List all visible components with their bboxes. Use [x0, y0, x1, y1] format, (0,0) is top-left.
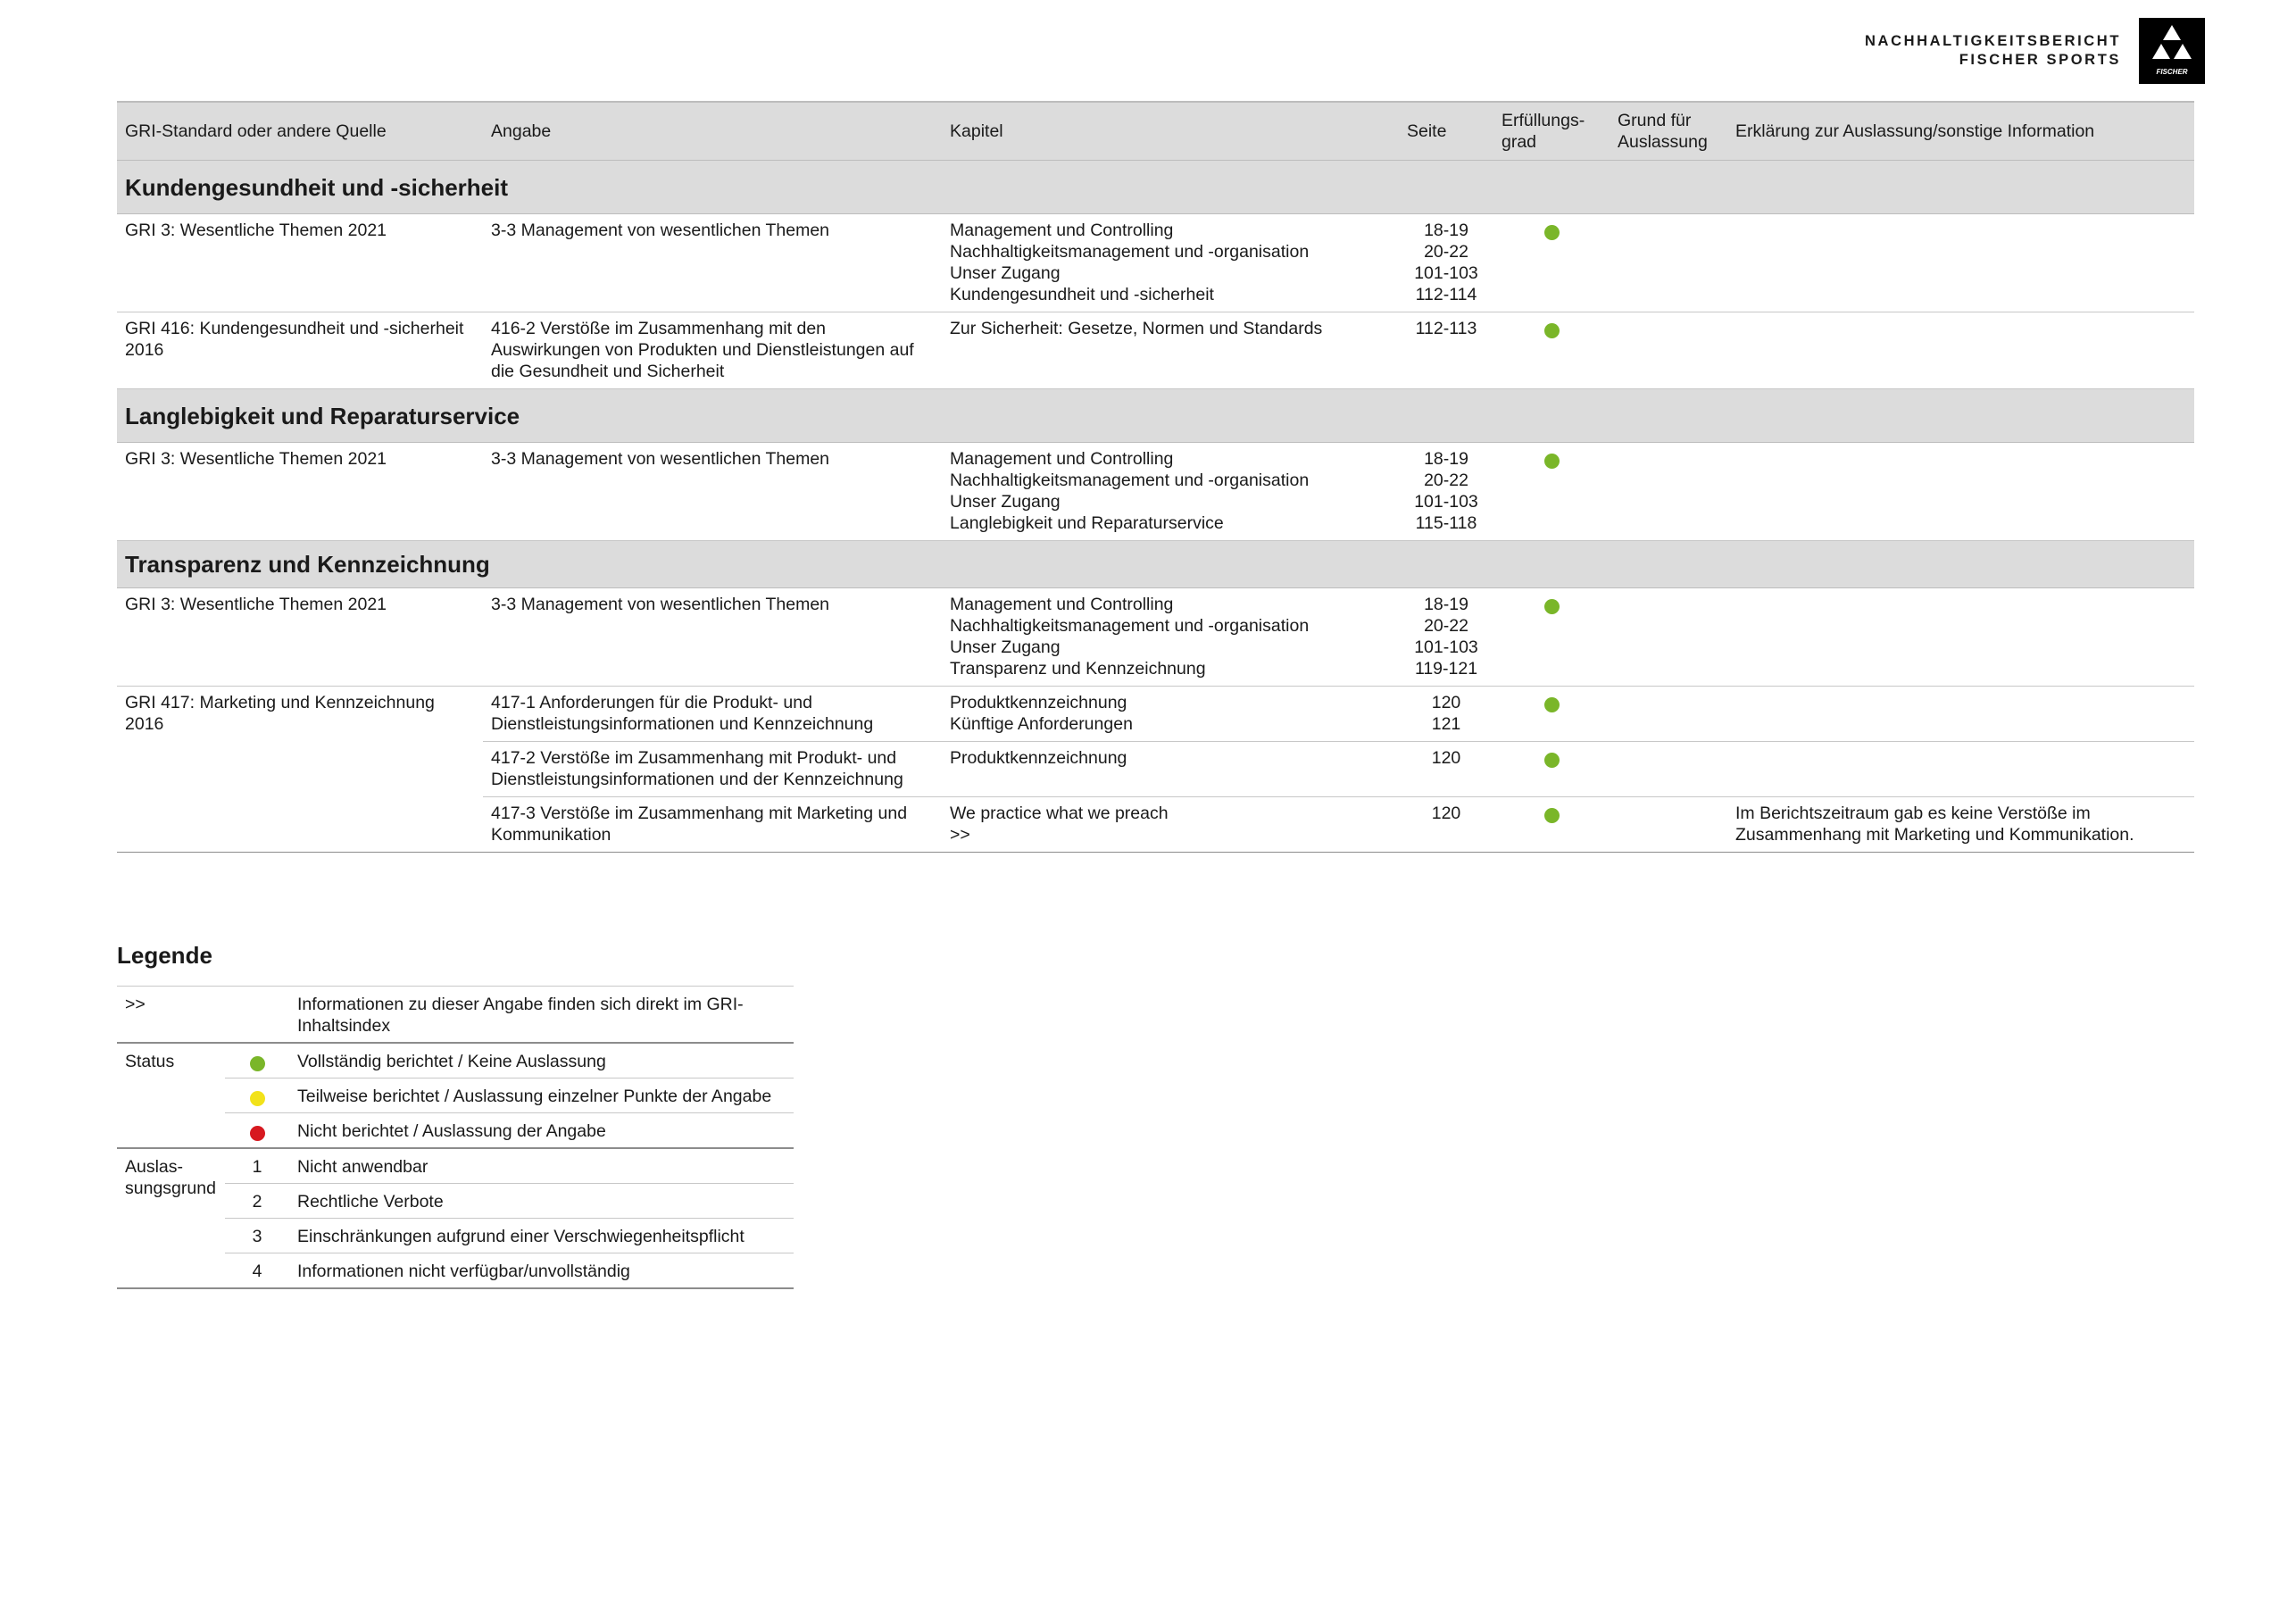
cell-status: [1493, 443, 1610, 541]
cell-kapitel: [942, 214, 1399, 312]
legend-table: [117, 986, 794, 1289]
col-header-angabe: Angabe: [483, 102, 942, 161]
cell-kapitel: [942, 687, 1399, 742]
table-row: [117, 443, 2194, 541]
kapitel-line: Künftige Anforderungen: [950, 714, 1133, 734]
cell-seite: [1399, 588, 1493, 687]
report-header: [1865, 18, 2205, 84]
report-title-line2: FISCHER SPORTS: [1959, 52, 2121, 68]
legend-number: 4: [225, 1253, 289, 1289]
kapitel-line: Produktkennzeichnung: [950, 693, 1127, 712]
status-dot: [1544, 697, 1560, 712]
cell-standard: GRI 3: Wesentliche Themen 2021: [117, 588, 483, 687]
seite-line: 120: [1431, 748, 1461, 768]
kapitel-line: We practice what we preach: [950, 804, 1169, 823]
cell-angabe: 417-3 Verstöße im Zusammenhang mit Marketing und Kommunikation: [483, 797, 942, 853]
col-header-erfuellungsgrad: Erfüllungs- grad: [1493, 102, 1610, 161]
kapitel-line: Nachhaltigkeitsmanagement und -organisation: [950, 616, 1310, 636]
seite-line: 101-103: [1414, 492, 1478, 512]
legend-number: 3: [225, 1219, 289, 1253]
legend-reason-label: Auslas- sungsgrund: [117, 1148, 225, 1288]
seite-line: 120: [1431, 804, 1461, 823]
report-title: [1865, 32, 2121, 70]
cell-grund: [1610, 443, 1727, 541]
kapitel-line: Zur Sicherheit: Gesetze, Normen und Standards: [950, 319, 1323, 338]
cell-erklaerung: [1727, 443, 2194, 541]
cell-erklaerung: [1727, 312, 2194, 389]
kapitel-line: Unser Zugang: [950, 492, 1061, 512]
cell-seite: [1399, 443, 1493, 541]
legend-text: Nicht anwendbar: [289, 1148, 794, 1184]
cell-standard: GRI 3: Wesentliche Themen 2021: [117, 214, 483, 312]
section-title: Kundengesundheit und -sicherheit: [117, 161, 2194, 214]
cell-grund: [1610, 214, 1727, 312]
legend-text: Vollständig berichtet / Keine Auslassung: [289, 1043, 794, 1079]
status-dot: [1544, 454, 1560, 469]
cell-angabe: 3-3 Management von wesentlichen Themen: [483, 588, 942, 687]
table-row: [117, 214, 2194, 312]
section-title: Langlebigkeit und Reparaturservice: [117, 389, 2194, 443]
cell-angabe: 416-2 Verstöße im Zusammenhang mit den Auswirkungen von Produkten und Dienstleistungen auf die Gesundheit und Sicherheit: [483, 312, 942, 389]
seite-line: 112-113: [1415, 319, 1477, 338]
table-row: [117, 312, 2194, 389]
legend-status-label: Status: [117, 1043, 225, 1148]
seite-line: 20-22: [1424, 242, 1468, 262]
cell-grund: [1610, 742, 1727, 797]
cell-seite: [1399, 742, 1493, 797]
cell-status: [1493, 742, 1610, 797]
kapitel-line: Management und Controlling: [950, 449, 1174, 469]
cell-grund: [1610, 797, 1727, 853]
cell-angabe: 417-2 Verstöße im Zusammenhang mit Produkt- und Dienstleistungsinformationen und der Kennzeichnung: [483, 742, 942, 797]
cell-standard: GRI 416: Kundengesundheit und -sicherheit 2016: [117, 312, 483, 389]
kapitel-line: Kundengesundheit und -sicherheit: [950, 285, 1214, 304]
legend-text: Nicht berichtet / Auslassung der Angabe: [289, 1113, 794, 1149]
cell-angabe: 3-3 Management von wesentlichen Themen: [483, 214, 942, 312]
cell-erklaerung: [1727, 588, 2194, 687]
cell-grund: [1610, 312, 1727, 389]
legend-row: [117, 1043, 794, 1079]
kapitel-line: >>: [950, 825, 970, 845]
section-row: [117, 389, 2194, 443]
cell-status: [1493, 797, 1610, 853]
cell-standard: GRI 417: Marketing und Kennzeichnung 2016: [117, 687, 483, 853]
cell-seite: [1399, 797, 1493, 853]
logo-wordmark: FISCHER: [2156, 68, 2188, 76]
kapitel-line: Produktkennzeichnung: [950, 748, 1127, 768]
kapitel-line: Management und Controlling: [950, 221, 1174, 240]
cell-seite: [1399, 312, 1493, 389]
cell-status: [1493, 214, 1610, 312]
gri-content-index-table: [117, 101, 2194, 853]
cell-angabe: 417-1 Anforderungen für die Produkt- und Dienstleistungsinformationen und Kennzeichnung: [483, 687, 942, 742]
legend-row: [117, 987, 794, 1044]
legend-arrows-symbol: >>: [117, 987, 225, 1044]
legend-text: Rechtliche Verbote: [289, 1184, 794, 1219]
cell-seite: [1399, 214, 1493, 312]
cell-standard: GRI 3: Wesentliche Themen 2021: [117, 443, 483, 541]
cell-status: [1493, 312, 1610, 389]
table-header-row: [117, 102, 2194, 161]
status-dot-yellow: [250, 1091, 265, 1106]
seite-line: 101-103: [1414, 263, 1478, 283]
table-row: [117, 687, 2194, 742]
status-dot: [1544, 808, 1560, 823]
status-dot: [1544, 753, 1560, 768]
col-header-seite: Seite: [1399, 102, 1493, 161]
kapitel-line: Unser Zugang: [950, 263, 1061, 283]
seite-line: 101-103: [1414, 637, 1478, 657]
status-dot: [1544, 599, 1560, 614]
seite-line: 115-118: [1415, 513, 1477, 533]
cell-erklaerung: [1727, 687, 2194, 742]
seite-line: 18-19: [1424, 221, 1468, 240]
cell-kapitel: [942, 443, 1399, 541]
legend-spacer: [225, 987, 289, 1044]
kapitel-line: Langlebigkeit und Reparaturservice: [950, 513, 1224, 533]
seite-line: 20-22: [1424, 616, 1468, 636]
section-row: [117, 161, 2194, 214]
legend-symbol: [225, 1043, 289, 1079]
seite-line: 120: [1431, 693, 1461, 712]
legend-number: 1: [225, 1148, 289, 1184]
cell-erklaerung: Im Berichtszeitraum gab es keine Verstöße im Zusammenhang mit Marketing und Kommunikation.: [1727, 797, 2194, 853]
cell-erklaerung: [1727, 214, 2194, 312]
seite-line: 119-121: [1414, 659, 1478, 679]
legend-arrows-text: Informationen zu dieser Angabe finden sich direkt im GRI-Inhaltsindex: [289, 987, 794, 1044]
table-row: [117, 588, 2194, 687]
section-row: [117, 541, 2194, 588]
legend-title: Legende: [117, 942, 212, 969]
seite-line: 112-114: [1415, 285, 1477, 304]
status-dot-red: [250, 1126, 265, 1141]
legend-text: Einschränkungen aufgrund einer Verschwiegenheitspflicht: [289, 1219, 794, 1253]
seite-line: 18-19: [1424, 595, 1468, 614]
seite-line: 18-19: [1424, 449, 1468, 469]
legend-number: 2: [225, 1184, 289, 1219]
legend-symbol: [225, 1113, 289, 1149]
fischer-logo: [2139, 18, 2205, 84]
legend-row: [117, 1148, 794, 1184]
seite-line: 121: [1431, 714, 1461, 734]
cell-kapitel: [942, 588, 1399, 687]
kapitel-line: Unser Zugang: [950, 637, 1061, 657]
cell-kapitel: [942, 312, 1399, 389]
report-title-line1: NACHHALTIGKEITSBERICHT: [1865, 33, 2121, 49]
seite-line: 20-22: [1424, 471, 1468, 490]
col-header-standard: GRI-Standard oder andere Quelle: [117, 102, 483, 161]
cell-erklaerung: [1727, 742, 2194, 797]
cell-status: [1493, 687, 1610, 742]
col-header-kapitel: Kapitel: [942, 102, 1399, 161]
kapitel-line: Transparenz und Kennzeichnung: [950, 659, 1206, 679]
col-header-erklaerung: Erklärung zur Auslassung/sonstige Information: [1727, 102, 2194, 161]
legend-text: Informationen nicht verfügbar/unvollständig: [289, 1253, 794, 1289]
status-dot: [1544, 225, 1560, 240]
cell-seite: [1399, 687, 1493, 742]
kapitel-line: Management und Controlling: [950, 595, 1174, 614]
kapitel-line: Nachhaltigkeitsmanagement und -organisation: [950, 242, 1310, 262]
cell-status: [1493, 588, 1610, 687]
cell-kapitel: [942, 742, 1399, 797]
cell-angabe: 3-3 Management von wesentlichen Themen: [483, 443, 942, 541]
status-dot-green: [250, 1056, 265, 1071]
cell-grund: [1610, 687, 1727, 742]
legend-symbol: [225, 1079, 289, 1113]
legend-text: Teilweise berichtet / Auslassung einzelner Punkte der Angabe: [289, 1079, 794, 1113]
col-header-grund: Grund für Auslassung: [1610, 102, 1727, 161]
cell-grund: [1610, 588, 1727, 687]
kapitel-line: Nachhaltigkeitsmanagement und -organisation: [950, 471, 1310, 490]
section-title: Transparenz und Kennzeichnung: [117, 541, 2194, 588]
cell-kapitel: [942, 797, 1399, 853]
status-dot: [1544, 323, 1560, 338]
